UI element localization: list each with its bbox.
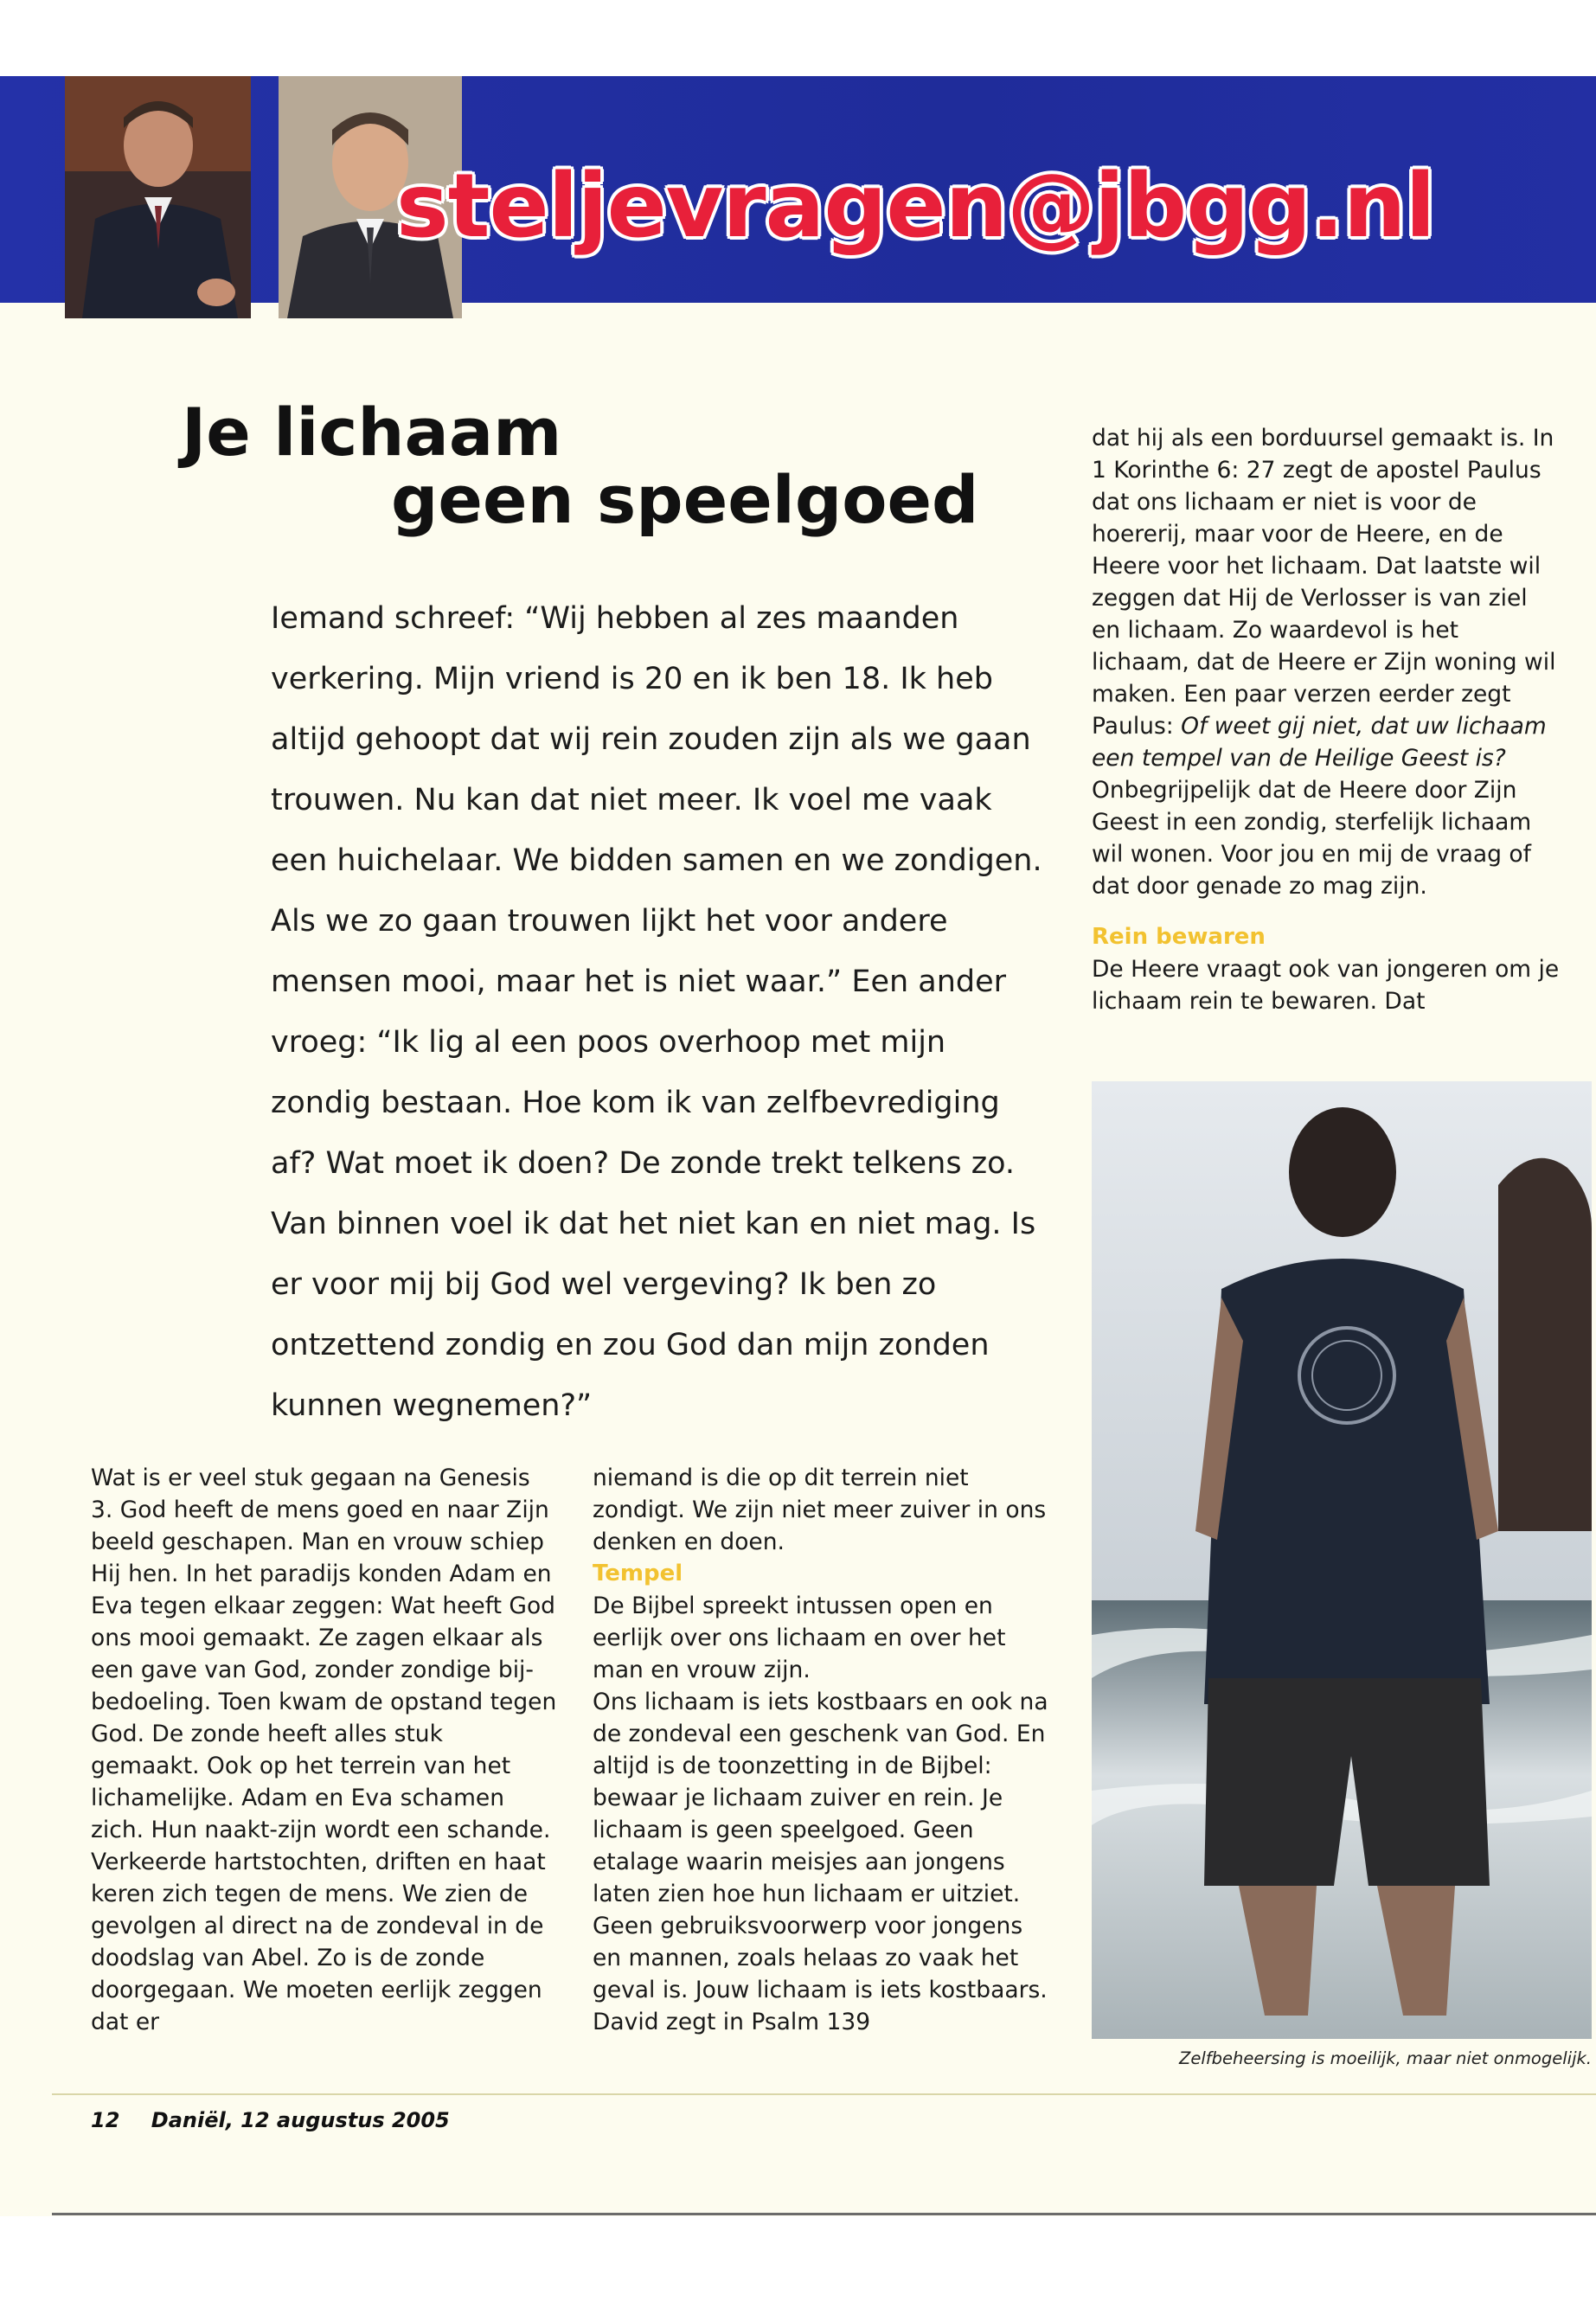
subhead-rein-bewaren: Rein bewaren [1092, 924, 1266, 950]
intro-question-1: Iemand schreef: “Wij hebben al zes maanden verkering. Mijn vriend is 20 en ik ben 18. Ik heb altijd gehoopt dat wij rein zouden zijn als we gaan trouwen. Nu kan dat niet meer. Ik voel me vaak een huichelaar. We bidden samen en we zondigen. Als we zo gaan trouwen lijkt het voor andere mensen mooi, maar het is niet waar.” [271, 601, 1042, 999]
headline-line-2: geen speelgoed [391, 461, 979, 538]
body-column-3 [1092, 422, 1563, 1017]
body-paragraph: De Bijbel spreekt intussen open en eerlijk over ons lichaam en over het man en vrouw zijn. [593, 1593, 1006, 1683]
top-margin [0, 0, 1596, 76]
body-column-1 [91, 1462, 558, 2038]
folio [91, 2108, 450, 2132]
beach-couple-photo [1092, 1081, 1592, 2039]
site-title[interactable]: steljevragen@jbgg.nl [396, 155, 1435, 258]
scripture-quote: Of weet gij niet, dat uw lichaam een tempel van de Heilige Geest is? [1092, 713, 1547, 772]
intro-question-2: Een ander vroeg: “Ik lig al een poos overhoop met mijn zondig bestaan. Hoe kom ik van zelfbevrediging af? Wat moet ik doen? De zonde trekt telkens zo. Van binnen voel ik dat het niet kan en niet mag. Is er voor mij bij God wel vergeving? Ik ben zo ontzettend zondig en zou God dan mijn zonden kunnen wegnemen?” [271, 965, 1036, 1423]
body-paragraph: niemand is die op dit terrein niet zondigt. We zijn niet meer zuiver in ons denken en doen. [593, 1465, 1047, 1555]
subhead-tempel: Tempel [593, 1561, 683, 1586]
body-paragraph [1092, 422, 1563, 902]
header-photo-speaker [65, 76, 251, 318]
body-column-2 [593, 1462, 1051, 2038]
body-paragraph: Wat is er veel stuk gegaan na Genesis 3. God heeft de mens goed en naar Zijn beeld geschapen. Man en vrouw schiep Hij hen. In het paradijs konden Adam en Eva tegen elkaar zeggen: Wat heeft God ons mooi gemaakt. Ze zagen elkaar als een gave van God, zonder zondige bijbedoeling. Toen kwam de opstand tegen God. De zonde heeft alles stuk gemaakt. Ook op het terrein van het lichamelijke. Adam en Eva schamen zich. Hun naakt-zijn wordt een schande. Verkeerde hartstochten, driften en haat keren zich tegen de mens. We zien de gevolgen al direct na de zondeval in de doodslag van Abel. Zo is de zonde doorgegaan. We moeten eerlijk zeggen dat er [91, 1465, 557, 2035]
publication-date: Daniël, 12 augustus 2005 [151, 2108, 450, 2132]
photo-caption: Zelfbeheersing is moeilijk, maar niet onmogelijk. [1178, 2048, 1592, 2068]
body-text: dat hij als een borduursel gemaakt is. In 1 Korinthe 6: 27 zegt de apostel Paulus dat ons lichaam er niet is voor de hoererij, maar voor de Heere, en de Heere voor het lichaam. Dat laatste wil zeggen dat Hij de Verlosser is van ziel en lichaam. Zo waardevol is het lichaam, dat de Heere er Zijn woning wil maken. Een paar verzen eerder zegt Paulus: [1092, 425, 1556, 740]
footer-divider [52, 2093, 1596, 2095]
bottom-border [52, 2213, 1596, 2215]
bottom-margin [0, 2216, 1596, 2301]
body-paragraph: De Heere vraagt ook van jongeren om je lichaam rein te bewaren. Dat [1092, 956, 1560, 1015]
headline-line-1: Je lichaam [182, 394, 562, 471]
body-text: Onbegrijpelijk dat de Heere door Zijn Geest in een zondig, sterfelijk lichaam wil wonen. Voor jou en mij de vraag of dat door genade zo mag zijn. [1092, 777, 1532, 900]
page-number: 12 [91, 2108, 120, 2132]
intro-text [271, 588, 1049, 1436]
body-paragraph: Ons lichaam is iets kostbaars en ook na de zondeval een geschenk van God. En altijd is de toonzetting in de Bijbel: bewaar je lichaam zuiver en rein. Je lichaam is geen speelgoed. Geen etalage waarin meisjes aan jongens laten zien hoe hun lichaam er uitziet. Geen gebruiksvoorwerp voor jongens en mannen, zoals helaas zo vaak het geval is. Jouw lichaam is iets kostbaars. David zegt in Psalm 139 [593, 1689, 1048, 2035]
